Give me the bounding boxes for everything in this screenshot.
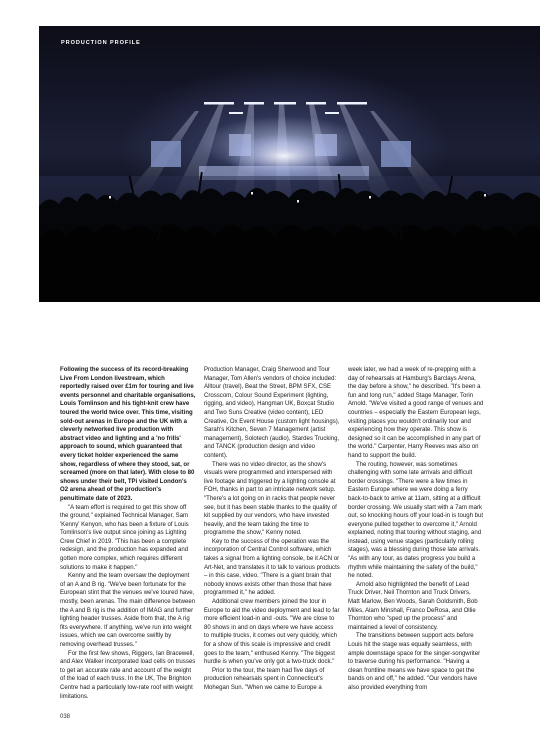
paragraph: Arnold also highlighted the benefit of Lead Truck Driver, Neil Thornton and Truck Drivers, Matt Marlow, Ben Woods, Sarah Goldsmith, Bob Miles, Alam Minshall, Franco DeRosa, and Ollie Thornton who "sped up the process" and maintained a level of consistency. (348, 581, 478, 631)
page-number: 038 (60, 714, 71, 720)
paragraph: Key to the success of the operation was the incorporation of Central Control software, which takes a signal from a lighting console, be it ACN or Art-Net, and translates it to talk to various products – in this case, video. "There is a giant brain that nobody knows exists other than those that have programmed it," he added. (204, 538, 340, 597)
lead-paragraph: Following the success of its record-breaking Live From London livestream, which reportedly raised over £1m for touring and live events personnel and charitable organisations, Louis Tomlinson and his tight-knit crew have toured the world twice over. This time, visiting sold-out arenas in Europe and the UK with a cleverly networked live production with abstract video and lighting and a 'no frills' approach to sound, which guaranteed that every ticket holder experienced the same show, regardless of where they stood, sat, or screamed (more on that later). With close to 80 shows under their belt, TPi visited London's O2 arena ahead of the production's penultimate date of 2023. (60, 367, 196, 502)
section-label: PRODUCTION PROFILE (61, 40, 141, 46)
article-column-3 (348, 366, 484, 693)
paragraph: For the first few shows, Riggers, Ian Bracewell, and Alex Walker incorporated load cells on trusses to get an accurate rate and account of the weight of the load of each truss. In the UK, The Brighton Centre had a particularly low-rate roof with weight limitations. (60, 650, 196, 700)
paragraph: Production Manager, Craig Sherwood and Tour Manager, Tom Allen's vendors of choice included: Alltour (travel), Beat the Street, BPM SFX, CSE Crosscom, Colour Sound Experiment (lighting, rigging, and video), Hangman UK, Boxcat Studio and Two Suns Creative (video content), LED Creative, Ox Event House (custom light housings), Sarah's Kitchen, Seven 7 Management (artist management), Solotech (audio), Stardes Trucking, and TANCK (production design and video content). (204, 367, 340, 459)
article-column-1 (60, 366, 196, 701)
paragraph: The transitions between support acts before Louis hit the stage was equally seamless, with ample downstage space for the singer-songwriter to traverse during his performance. "Having a clean frontline means we have space to get the bands on and off," he added. "Our vendors have also provided everything from (348, 633, 481, 691)
paragraph: Kenny and the team oversaw the deployment of an A and B rig. "We've been fortunate for the European stint that the venues we've toured have, mostly, been arenas. The main difference between the A and B rig is the addition of IMAG and further lighting header trusses. Aside from that, the A rig fits everywhere. If anything, we've run into weight issues, which we can overcome swiftly by removing overhead trusses." (60, 573, 196, 648)
paragraph: The routing, however, was sometimes challenging with some late arrivals and difficult border crossings. "There were a few times in Eastern Europe where we were doing a ferry back-to-back to arrive at 11am, sitting at a difficult border crossing. We usually start with a 7am mark out, so knocking hours off your load-in is tough but everyone pulled together to overcome it," Arnold explained, noting that touring without staging, and instead, using venue stages (particularly rolling stages), was a blessing during those late arrivals. "As with any tour, as dates progress you build a rhythm while maintaining the safety of the build," he noted. (348, 461, 484, 580)
concert-arena-photo-icon (39, 26, 540, 302)
paragraph: Additional crew members joined the tour in Europe to aid the video deployment and lead to far more efficient load-in and -outs. "We are close to 80 shows in and on days where we have access to multiple trucks, it comes out very quickly, which for a show of this scale is impressive and credit goes to the team," enthused Kenny. "The biggest hurdle is when you've only got a two-truck dock." (204, 599, 340, 666)
article-column-2 (204, 366, 340, 693)
paragraph: Prior to the tour, the team had five days of production rehearsals spent in Connecticut's Mohegan Sun. "When we came to Europe a (204, 667, 325, 691)
concert-photo (39, 26, 540, 302)
paragraph: week later, we had a week of re-prepping with a day of rehearsals at Hamburg's Barclays Arena, the day before a show," he described. "It's been a fun and long run," added Stage Manager, Torin Arnold. "We've visited a good range of venues and countries – especially the Eastern European legs, visiting places you wouldn't ordinarily tour and experiencing how they operate. This show is designed so it can be accomplished in any part of the world." Carpenter, Harry Reeves was also on hand to support the build. (348, 367, 484, 459)
paragraph: There was no video director, as the show's visuals were programmed and interspersed with live footage and triggered by a lighting console at FOH, thanks in part to an intricate network setup. "There's a lot going on in racks that people never see, but it has been stable thanks to the quality of kit supplied by our vendors, who have invested heavily, and the team taking the time to programme the show," Kenny noted. (204, 461, 337, 537)
paragraph: "A team effort is required to get this show off the ground," explained Technical Manager, Sam 'Kenny' Kenyon, who has been a fixture of Louis Tomlinson's live output since joining as Lighting Crew Chief in 2019. "This has been a complete redesign, and the production has expanded and gotten more complex, which requires different solutions to make it happen." (60, 504, 189, 571)
